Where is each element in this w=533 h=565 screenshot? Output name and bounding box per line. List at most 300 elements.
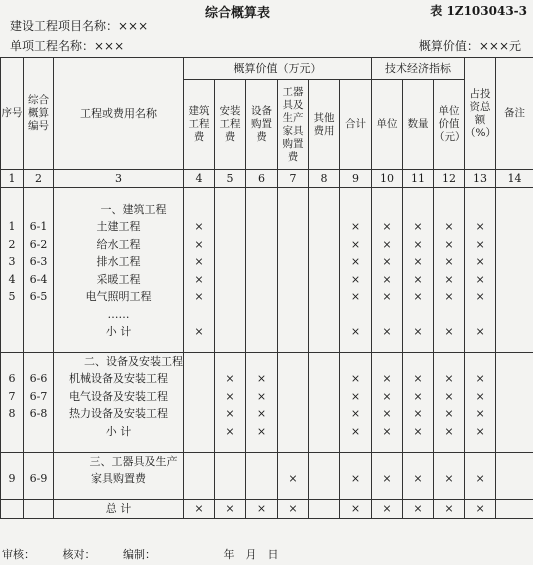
row-cell — [278, 353, 309, 371]
empty-cell — [340, 188, 372, 201]
row-code: 6-4 — [24, 271, 54, 289]
row-name: 土建工程 — [54, 218, 184, 236]
row-cell — [246, 306, 278, 324]
row-cell: × — [434, 423, 465, 441]
row-cell — [246, 440, 278, 452]
row-seq: 9 — [1, 470, 24, 488]
row-cell: × — [465, 323, 496, 341]
row-cell — [309, 253, 340, 271]
row-cell — [434, 201, 465, 219]
row-cell — [372, 440, 403, 452]
row-cell — [372, 353, 403, 371]
row-cell — [496, 271, 533, 289]
row-cell — [434, 440, 465, 452]
row-cell — [309, 440, 340, 452]
row-cell — [403, 440, 434, 452]
row-cell — [465, 201, 496, 219]
row-cell — [215, 323, 246, 341]
row-seq: 3 — [1, 253, 24, 271]
row-cell: × — [184, 218, 215, 236]
row-cell — [340, 487, 372, 499]
table-row — [1, 218, 533, 236]
row-code — [24, 341, 54, 353]
row-cell — [278, 370, 309, 388]
row-cell — [403, 452, 434, 470]
row-cell — [278, 288, 309, 306]
row-seq: 8 — [1, 405, 24, 423]
row-cell: × — [246, 423, 278, 441]
row-cell: × — [434, 218, 465, 236]
row-cell — [246, 487, 278, 499]
row-name: 小 计 — [54, 423, 184, 441]
row-cell — [403, 306, 434, 324]
row-seq: 2 — [1, 236, 24, 254]
row-cell — [465, 487, 496, 499]
row-cell: × — [403, 271, 434, 289]
row-cell — [309, 370, 340, 388]
row-cell — [184, 440, 215, 452]
table-row — [1, 405, 533, 423]
row-cell — [215, 288, 246, 306]
signature-footer — [2, 546, 303, 562]
row-cell — [309, 388, 340, 406]
row-cell — [372, 341, 403, 353]
row-cell: × — [434, 271, 465, 289]
row-name: 家具购置费 — [54, 470, 184, 488]
row-cell: × — [372, 470, 403, 488]
table-number: 表 1Z103043-3 — [430, 4, 527, 18]
row-cell — [309, 423, 340, 441]
column-number: 1 — [1, 170, 24, 188]
row-seq — [1, 452, 24, 470]
row-cell — [215, 440, 246, 452]
total-cell: × — [372, 499, 403, 518]
row-cell — [496, 440, 533, 452]
total-cell: × — [246, 499, 278, 518]
row-name — [54, 487, 184, 499]
row-cell — [496, 218, 533, 236]
row-cell: × — [215, 388, 246, 406]
row-cell: × — [340, 236, 372, 254]
row-cell — [246, 341, 278, 353]
row-cell: × — [372, 405, 403, 423]
row-cell: × — [434, 253, 465, 271]
row-seq — [1, 440, 24, 452]
row-cell — [496, 236, 533, 254]
row-seq: 5 — [1, 288, 24, 306]
table-row — [1, 323, 533, 341]
row-cell: × — [403, 218, 434, 236]
row-seq — [1, 487, 24, 499]
total-cell — [496, 499, 533, 518]
row-cell — [340, 452, 372, 470]
row-cell — [496, 487, 533, 499]
row-code: 6-8 — [24, 405, 54, 423]
empty-cell — [1, 499, 24, 518]
row-cell — [372, 306, 403, 324]
table-row — [1, 388, 533, 406]
column-number: 10 — [372, 170, 403, 188]
spacer-row — [1, 188, 533, 201]
column-number: 11 — [403, 170, 434, 188]
row-cell — [434, 452, 465, 470]
row-cell — [215, 487, 246, 499]
empty-cell — [372, 188, 403, 201]
row-cell — [184, 370, 215, 388]
row-cell: × — [403, 323, 434, 341]
row-cell: × — [434, 288, 465, 306]
row-cell — [278, 271, 309, 289]
col-danwei: 单位 — [372, 80, 403, 170]
row-name: 给水工程 — [54, 236, 184, 254]
row-cell — [403, 487, 434, 499]
table-row — [1, 370, 533, 388]
row-name — [54, 440, 184, 452]
empty-cell — [434, 188, 465, 201]
row-cell: × — [403, 370, 434, 388]
row-cell: × — [372, 288, 403, 306]
total-cell: × — [184, 499, 215, 518]
row-cell: × — [434, 470, 465, 488]
row-code — [24, 323, 54, 341]
row-cell — [434, 341, 465, 353]
col-group-tech: 技术经济指标 — [372, 58, 465, 80]
col-code: 综合概算编号 — [24, 58, 54, 170]
row-cell: × — [465, 470, 496, 488]
row-cell — [246, 201, 278, 219]
row-cell — [278, 388, 309, 406]
row-cell: × — [340, 388, 372, 406]
row-code — [24, 452, 54, 470]
row-cell: × — [184, 271, 215, 289]
row-cell — [309, 405, 340, 423]
row-code — [24, 487, 54, 499]
column-number: 14 — [496, 170, 533, 188]
row-cell — [340, 306, 372, 324]
row-cell — [309, 218, 340, 236]
row-cell — [496, 288, 533, 306]
row-cell — [278, 341, 309, 353]
row-cell — [278, 306, 309, 324]
row-seq: 6 — [1, 370, 24, 388]
empty-cell — [184, 188, 215, 201]
row-name: 电气设备及安装工程 — [54, 388, 184, 406]
total-cell: × — [434, 499, 465, 518]
table-row — [1, 341, 533, 353]
row-cell: × — [465, 218, 496, 236]
estimate-value: 概算价值：×××元 — [418, 39, 521, 53]
row-cell — [340, 201, 372, 219]
row-cell — [496, 341, 533, 353]
row-cell: × — [465, 405, 496, 423]
column-number: 9 — [340, 170, 372, 188]
row-cell — [496, 353, 533, 371]
column-number: 8 — [309, 170, 340, 188]
project-name: 建设工程项目名称：××× — [10, 19, 149, 33]
empty-cell — [24, 188, 54, 201]
row-name — [54, 341, 184, 353]
row-cell — [309, 470, 340, 488]
row-cell: × — [184, 236, 215, 254]
row-cell — [278, 487, 309, 499]
row-cell: × — [246, 388, 278, 406]
table-row — [1, 236, 533, 254]
row-code — [24, 440, 54, 452]
row-cell — [309, 306, 340, 324]
column-number: 4 — [184, 170, 215, 188]
row-cell: × — [340, 253, 372, 271]
row-cell — [278, 423, 309, 441]
row-seq — [1, 306, 24, 324]
row-cell: × — [340, 271, 372, 289]
row-cell — [184, 306, 215, 324]
empty-cell — [1, 188, 24, 201]
row-cell — [215, 470, 246, 488]
page-title: 综合概算表 — [205, 6, 271, 21]
row-cell: × — [215, 370, 246, 388]
row-cell — [184, 405, 215, 423]
row-code: 6-1 — [24, 218, 54, 236]
row-cell: × — [403, 288, 434, 306]
row-cell — [246, 452, 278, 470]
empty-cell — [215, 188, 246, 201]
column-number: 12 — [434, 170, 465, 188]
row-code — [24, 201, 54, 219]
col-anzhuang: 安装工程费 — [215, 80, 246, 170]
row-cell: × — [465, 271, 496, 289]
row-cell — [215, 341, 246, 353]
empty-cell — [403, 188, 434, 201]
row-cell — [278, 405, 309, 423]
row-cell: × — [403, 405, 434, 423]
empty-cell — [465, 188, 496, 201]
column-number: 13 — [465, 170, 496, 188]
row-cell — [496, 388, 533, 406]
row-cell — [215, 253, 246, 271]
row-cell: × — [372, 218, 403, 236]
row-cell — [184, 423, 215, 441]
footer-compile: 编制： — [123, 548, 156, 561]
row-cell — [278, 452, 309, 470]
column-number: 5 — [215, 170, 246, 188]
row-cell — [403, 201, 434, 219]
row-cell — [246, 470, 278, 488]
row-cell: × — [340, 288, 372, 306]
table-row — [1, 353, 533, 371]
row-cell — [372, 201, 403, 219]
row-cell: × — [372, 370, 403, 388]
row-cell — [465, 341, 496, 353]
row-code: 6-2 — [24, 236, 54, 254]
row-cell — [309, 201, 340, 219]
row-name: 机械设备及安装工程 — [54, 370, 184, 388]
row-cell: × — [403, 423, 434, 441]
footer-audit: 审核： — [2, 548, 35, 561]
row-code: 6-5 — [24, 288, 54, 306]
row-seq: 7 — [1, 388, 24, 406]
column-number: 3 — [54, 170, 184, 188]
row-name: …… — [54, 306, 184, 324]
row-cell — [246, 353, 278, 371]
row-name: 热力设备及安装工程 — [54, 405, 184, 423]
column-number: 2 — [24, 170, 54, 188]
row-cell — [215, 201, 246, 219]
row-code: 6-3 — [24, 253, 54, 271]
row-cell: × — [184, 253, 215, 271]
col-shuliang: 数量 — [403, 80, 434, 170]
row-cell — [184, 487, 215, 499]
table-row — [1, 470, 533, 488]
row-cell — [309, 341, 340, 353]
row-cell — [340, 341, 372, 353]
row-code — [24, 423, 54, 441]
row-cell: × — [278, 470, 309, 488]
row-cell — [215, 236, 246, 254]
row-cell: × — [340, 323, 372, 341]
estimate-table — [0, 57, 533, 519]
column-number: 7 — [278, 170, 309, 188]
row-cell: × — [246, 370, 278, 388]
row-cell: × — [434, 388, 465, 406]
empty-cell — [496, 188, 533, 201]
row-cell: × — [403, 236, 434, 254]
table-row — [1, 201, 533, 219]
table-row — [1, 288, 533, 306]
col-name: 工程或费用名称 — [54, 58, 184, 170]
total-row — [1, 499, 533, 518]
table-row — [1, 487, 533, 499]
table-row — [1, 452, 533, 470]
total-cell: × — [215, 499, 246, 518]
row-cell — [496, 306, 533, 324]
row-cell — [309, 487, 340, 499]
row-cell — [496, 370, 533, 388]
row-cell — [496, 423, 533, 441]
single-project-name: 单项工程名称：××× — [10, 39, 125, 53]
row-cell — [278, 236, 309, 254]
col-zhanbi: 占投资总额（%） — [465, 58, 496, 170]
row-cell — [215, 353, 246, 371]
row-cell — [496, 452, 533, 470]
row-cell — [496, 201, 533, 219]
row-cell: × — [403, 388, 434, 406]
row-name: 小 计 — [54, 323, 184, 341]
table-row — [1, 253, 533, 271]
row-cell — [434, 306, 465, 324]
row-cell — [278, 218, 309, 236]
row-cell: × — [465, 253, 496, 271]
row-cell — [465, 306, 496, 324]
row-seq — [1, 201, 24, 219]
row-cell: × — [434, 370, 465, 388]
row-cell — [465, 353, 496, 371]
row-cell — [215, 271, 246, 289]
row-cell — [278, 253, 309, 271]
row-code — [24, 306, 54, 324]
row-cell: × — [340, 470, 372, 488]
row-seq — [1, 353, 24, 371]
total-label: 总 计 — [54, 499, 184, 518]
row-cell — [184, 341, 215, 353]
row-cell — [278, 323, 309, 341]
row-cell — [184, 452, 215, 470]
row-cell: × — [215, 423, 246, 441]
row-cell: × — [340, 423, 372, 441]
col-jianzhu: 建筑工程费 — [184, 80, 215, 170]
empty-cell — [54, 188, 184, 201]
row-cell — [309, 288, 340, 306]
row-name: 排水工程 — [54, 253, 184, 271]
row-cell: × — [372, 423, 403, 441]
row-seq — [1, 423, 24, 441]
row-cell: × — [372, 253, 403, 271]
row-cell: × — [372, 323, 403, 341]
row-cell — [215, 452, 246, 470]
col-qita: 其他费用 — [309, 80, 340, 170]
table-row — [1, 423, 533, 441]
row-name: 三、工器具及生产 — [54, 452, 184, 470]
row-cell — [309, 452, 340, 470]
row-cell — [309, 236, 340, 254]
total-cell: × — [403, 499, 434, 518]
row-cell — [184, 388, 215, 406]
row-cell — [246, 236, 278, 254]
row-name: 一、建筑工程 — [54, 201, 184, 219]
table-row — [1, 440, 533, 452]
col-gongqi: 工器具及生产家具购置费 — [278, 80, 309, 170]
empty-cell — [246, 188, 278, 201]
footer-check: 核对： — [62, 548, 96, 561]
empty-cell — [278, 188, 309, 201]
row-seq: 4 — [1, 271, 24, 289]
row-cell: × — [184, 323, 215, 341]
row-cell — [465, 452, 496, 470]
row-name: 采暖工程 — [54, 271, 184, 289]
row-cell: × — [372, 271, 403, 289]
row-cell — [372, 452, 403, 470]
row-cell: × — [246, 405, 278, 423]
row-code: 6-7 — [24, 388, 54, 406]
row-cell: × — [434, 405, 465, 423]
row-cell — [372, 487, 403, 499]
total-cell: × — [278, 499, 309, 518]
row-cell — [403, 341, 434, 353]
row-cell — [403, 353, 434, 371]
row-cell — [434, 487, 465, 499]
row-cell: × — [465, 388, 496, 406]
row-cell: × — [184, 288, 215, 306]
row-cell — [278, 201, 309, 219]
col-danjia: 单位价值（元） — [434, 80, 465, 170]
row-cell: × — [372, 236, 403, 254]
row-code: 6-9 — [24, 470, 54, 488]
row-cell — [246, 323, 278, 341]
row-cell: × — [372, 388, 403, 406]
row-cell — [496, 253, 533, 271]
row-cell — [434, 353, 465, 371]
row-cell: × — [215, 405, 246, 423]
row-cell: × — [340, 405, 372, 423]
row-cell — [246, 218, 278, 236]
col-group-value: 概算价值（万元） — [184, 58, 372, 80]
row-cell — [309, 353, 340, 371]
row-cell: × — [403, 470, 434, 488]
col-seq: 序号 — [1, 58, 24, 170]
row-cell: × — [340, 370, 372, 388]
empty-cell — [24, 499, 54, 518]
row-seq — [1, 341, 24, 353]
row-cell — [184, 353, 215, 371]
